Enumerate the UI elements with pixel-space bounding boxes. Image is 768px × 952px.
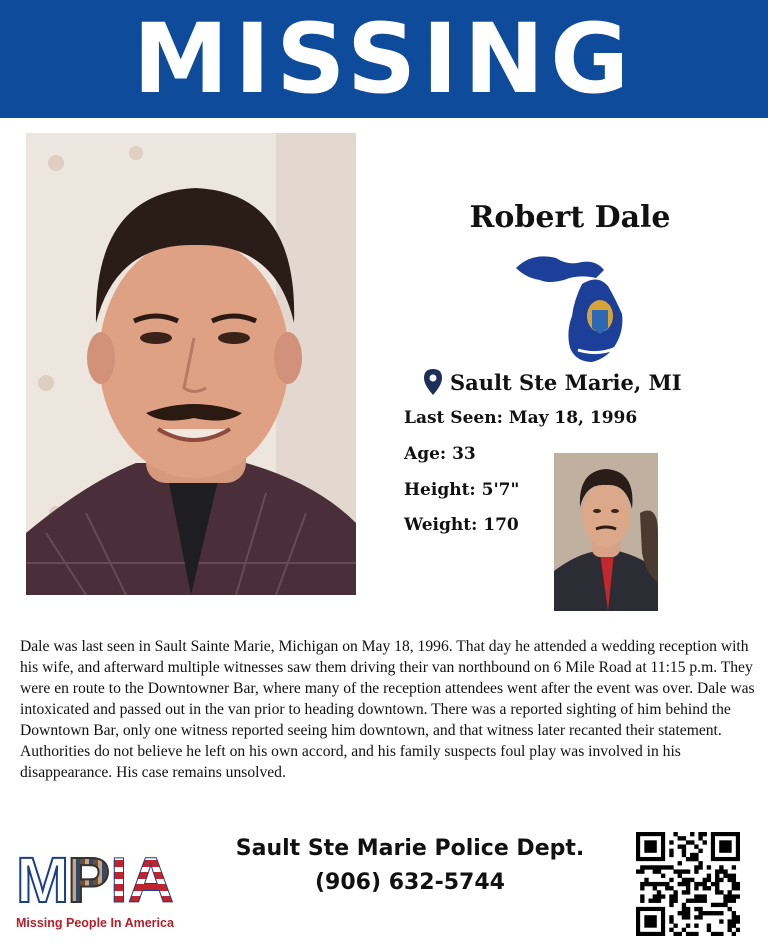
logo-letter-p: P: [67, 844, 110, 916]
logo-letter-m: M: [16, 844, 68, 916]
logo-tagline: Missing People In America: [16, 916, 174, 930]
banner-title: MISSING: [132, 3, 636, 115]
qr-code-icon[interactable]: [636, 832, 740, 936]
last-seen: Last Seen: May 18, 1996: [404, 408, 638, 428]
weight: Weight: 170: [404, 515, 519, 535]
agency-name: Sault Ste Marie Police Dept.: [235, 836, 585, 861]
secondary-photo: [554, 453, 658, 611]
michigan-map-icon: [512, 244, 634, 368]
mpia-logo: [14, 844, 204, 938]
height: Height: 5'7": [404, 480, 520, 500]
mpia-logo-letters: [16, 844, 174, 916]
location-line: [422, 365, 682, 399]
main-photo: [26, 133, 356, 595]
logo-letters-ia: IA: [110, 844, 174, 916]
missing-banner: [0, 0, 768, 118]
case-narrative: Dale was last seen in Sault Sainte Marie, Michigan on May 18, 1996. That day he attended a wedding reception with his wife, and afterward multiple witnesses saw them driving their van northbound on 6 Mile Road at 11:15 p.m. They were en route to the Downtowner Bar, where many of the reception attendees went after the event was over. Dale was intoxicated and passed out in the van prior to heading downtown. There was a reported sighting of him behind the Downtown Bar, only one witness reported seeing him downtown, and that witness later recanted their statement. Authorities do not believe he left on his own accord, and his family suspects foul play was involved in his disappearance. His case remains unsolved.: [20, 638, 755, 781]
person-name: Robert Dale: [469, 200, 671, 235]
location-pin-icon: [422, 368, 444, 396]
location-text: Sault Ste Marie, MI: [450, 369, 682, 395]
agency-phone[interactable]: (906) 632-5744: [315, 870, 505, 895]
age: Age: 33: [404, 444, 476, 464]
